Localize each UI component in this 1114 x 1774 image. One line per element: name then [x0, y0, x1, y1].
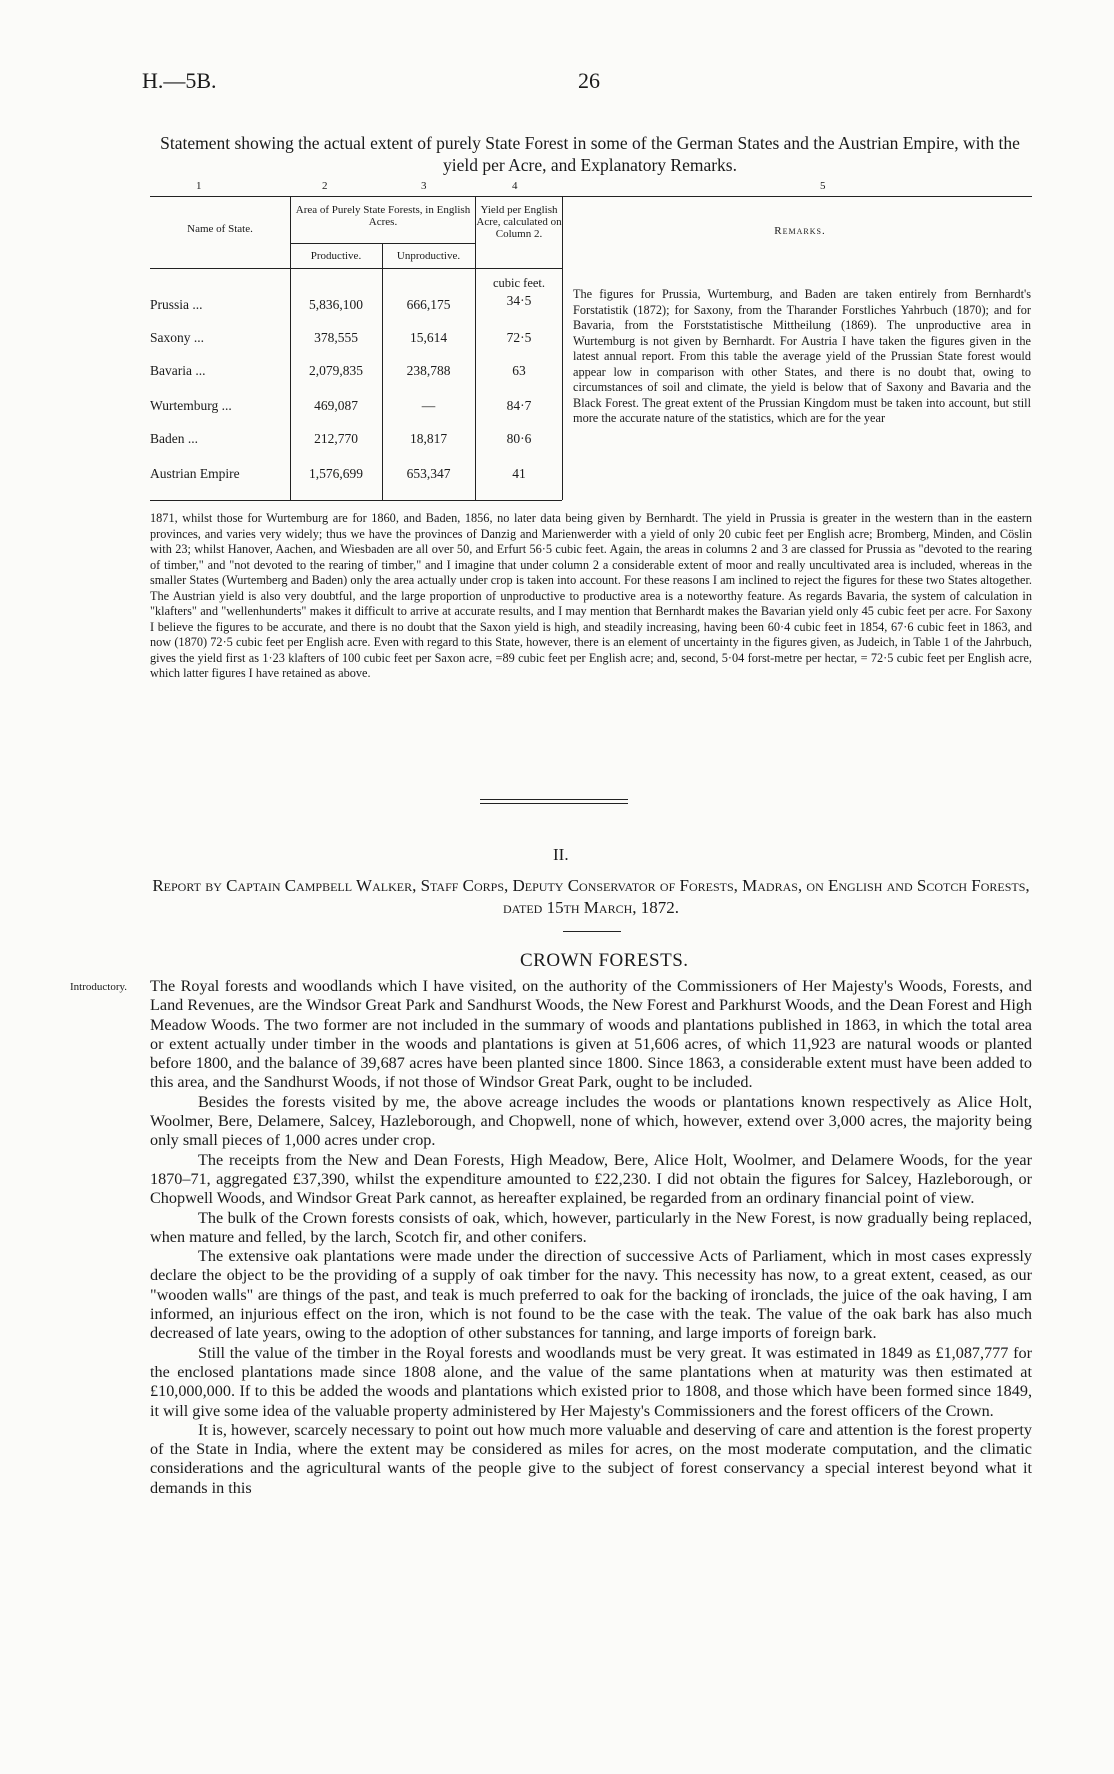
productive-value: 2,079,835: [309, 363, 363, 378]
paragraph: The Royal forests and woodlands which I have visited, on the authority of the Commissioners of Her Majesty's Woods, Forests, and Land Revenues, are the Windsor Great Park and Sandhurst Woods, the New Forest and Parkhurst Woods, and the Dean Forest and High Meadow Woods. The two former are not included in the summary of woods and plantations published in 1863, in which the total area or extent actually under timber in the woods and plantations is given at 51,606 acres, of which 11,923 are natural woods or planted before 1800, and the balance of 39,687 acres have been planted since 1800. Since 1863, a considerable extent must have been added to this area, and the Sandhurst Woods, if not those of Windsor Great Park, ought to be included.: [150, 977, 1032, 1092]
yield-value: 41: [512, 466, 526, 481]
yield-value: 34·5: [506, 293, 532, 308]
running-header: H.—5B.: [142, 68, 217, 93]
report-title: Report by Captain Campbell Walker, Staff Corps, Deputy Conservator of Forests, Madras, on English and Scotch Forests, dated 15th March, 1872.: [152, 876, 1030, 917]
statement-title: Statement showing the actual extent of purely State Forest in some of the German States and the Austrian Empire, with the yield per Acre, and Explanatory Remarks.: [160, 133, 1020, 175]
header-bottom-rule: [150, 268, 562, 269]
header-productive: Productive.: [310, 250, 362, 262]
unproductive-value: —: [421, 398, 436, 413]
header-area: Area of Purely State Forests, in English Acres.: [295, 204, 471, 228]
unproductive-value: 238,788: [406, 363, 451, 378]
state-name: Prussia ...: [150, 297, 203, 312]
paragraph: Besides the forests visited by me, the above acreage includes the woods or plantations known respectively as Alice Holt, Woolmer, Bere, Delamere, Salcey, Hazleborough, and Chopwell, none of which, however, extend over 3,000 acres, the majority being only small pieces of 1,000 acres under crop.: [150, 1092, 1032, 1150]
column-divider: [475, 196, 476, 500]
column-number-2: 2: [322, 180, 328, 192]
table-bottom-rule: [150, 500, 562, 501]
section-title: CROWN FORESTS.: [520, 950, 689, 971]
yield-value: 63: [512, 363, 526, 378]
unproductive-value: 15,614: [409, 330, 448, 345]
header-remarks: Remarks.: [774, 225, 826, 237]
unproductive-value: 653,347: [406, 466, 451, 481]
section-numeral: II.: [553, 845, 569, 864]
column-divider: [562, 196, 563, 500]
remarks-continued-text: 1871, whilst those for Wurtemburg are for 1860, and Baden, 1856, no later data being given by Bernhardt. The yield in Prussia is greater in the western than in the eastern provinces, and varies very widely; thus we have the provinces of Danzig and Marienwerder with a yield of only 20 cubic feet per English acre; Bromberg, Minden, and Cöslin with 23; whilst Hanover, Aachen, and Wiesbaden are all over 50, and Erfurt 56·5 cubic feet. Again, the areas in columns 2 and 3 are classed for Prussia as "devoted to the rearing of timber," and "not devoted to the rearing of timber," and I imagine that under column 2 a considerable extent of moor and really uncultivated area is included, whereas in the smaller States (Wurtemberg and Baden) only the area actually under crop is taken into account. For these reasons I am inclined to reject the figures for these two States altogether. The Austrian yield is also very doubtful, and the large proportion of unproductive to productive area is a noteworthy feature. As regards Bavaria, the system of calculation in "klafters" and "wellenhunderts" makes it difficult to arrive at accurate results, and I may mention that Bernhardt makes the Bavarian yield only 45 cubic feet per acre. For Saxony I believe the figures to be accurate, and there is no doubt that the Saxon yield is high, and steadily increasing, having been 60·4 cubic feet in 1854, 67·6 cubic feet in 1863, and now (1870) 72·5 cubic feet per English acre. Even with regard to this State, however, there is an element of uncertainty in the figures given, as Judeich, in Table 1 of the Jahrbuch, gives the yield first as 1·23 klafters of 100 cubic feet per Saxon acre, =89 cubic feet per English acre; and, second, 5·04 forst-metre per hectar, = 72·5 cubic feet per English acre, which latter figures I have retained as above.: [150, 511, 1032, 680]
header-unproductive: Unproductive.: [396, 250, 461, 262]
yield-value: 72·5: [506, 330, 532, 345]
remarks-text: The figures for Prussia, Wurtemburg, and Baden are taken entirely from Bernhardt's Forstatistik (1872); for Saxony, from the Tharander Forstliches Yahrbuch (1870); and for Bavaria, from the Forststatistische Mittheilung (1869). The unproductive area in Wurtemburg is not given by Bernhardt. For Austria I have taken the figures given in the latest annual report. From this table the average yield of the Prussian State forest would appear low in comparison with other States, and there is no doubt that, owing to circumstances of soil and climate, the yield is below that of Saxony and Bavaria and the Black Forest. The great extent of the Prussian Kingdom must be taken into account, but still more the accurate nature of the statistics, which are for the year: [573, 287, 1031, 425]
productive-value: 469,087: [314, 398, 358, 413]
productive-value: 5,836,100: [309, 297, 363, 312]
yield-unit: cubic feet.: [492, 276, 546, 290]
paragraph: Still the value of the timber in the Royal forests and woodlands must be very great. It was estimated in 1849 as £1,087,777 for the enclosed plantations made since 1808 alone, and the value of the same plantations when at maturity was then estimated at £10,000,000. If to this be added the woods and plantations which existed prior to 1808, and those which have been formed since 1849, it will give some idea of the valuable property administered by Her Majesty's Commissioners and the forest officers of the Crown.: [150, 1343, 1032, 1420]
table-top-rule: [150, 196, 1032, 197]
column-number-3: 3: [421, 180, 427, 192]
column-number-1: 1: [196, 180, 202, 192]
column-number-4: 4: [512, 180, 518, 192]
paragraph: It is, however, scarcely necessary to point out how much more valuable and deserving of care and attention is the forest property of the State in India, where the extent may be considered as miles for acres, on the most moderate computation, and the climatic considerations and the agricultural wants of the people give to the subject of forest conservancy a special interest beyond what it demands in this: [150, 1420, 1032, 1497]
unproductive-value: 18,817: [409, 431, 448, 446]
state-name: Baden ...: [150, 431, 198, 446]
unproductive-value: 666,175: [406, 297, 451, 312]
state-name: Austrian Empire: [150, 466, 240, 481]
yield-value: 80·6: [506, 431, 532, 446]
title-divider: [563, 931, 621, 932]
section-divider: [480, 799, 628, 800]
productive-value: 212,770: [314, 431, 358, 446]
paragraph: The bulk of the Crown forests consists of oak, which, however, particularly in the New Forest, is now gradually being replaced, when mature and felled, by the larch, Scotch fir, and other conifers.: [150, 1208, 1032, 1246]
header-name-of-state: Name of State.: [187, 223, 253, 235]
header-yield: Yield per English Acre, calculated on Column 2.: [476, 204, 562, 240]
productive-value: 378,555: [314, 330, 358, 345]
margin-note: Introductory.: [70, 981, 128, 993]
state-name: Saxony ...: [150, 330, 204, 345]
state-name: Bavaria ...: [150, 363, 206, 378]
state-name: Wurtemburg ...: [150, 398, 232, 413]
body-text: [150, 977, 1032, 1498]
page-number: 26: [578, 68, 600, 93]
productive-value: 1,576,699: [309, 466, 363, 481]
column-number-5: 5: [820, 180, 826, 192]
section-divider: [480, 803, 628, 804]
paragraph: The extensive oak plantations were made under the direction of successive Acts of Parliament, which in most cases expressly declare the object to be the providing of a supply of oak timber for the navy. This necessity has now, to a great extent, ceased, as our "wooden walls" are things of the past, and teak is much preferred to oak for the backing of ironclads, the juice of the oak having, I am informed, an injurious effect on the iron, which is not found to be the case with the teak. The value of the oak bark has also much decreased of late years, owing to the adoption of other substances for tanning, and large imports of foreign bark.: [150, 1247, 1032, 1343]
paragraph: The receipts from the New and Dean Forests, High Meadow, Bere, Alice Holt, Woolmer, and Delamere Woods, for the year 1870–71, aggregated £37,390, whilst the expenditure amounted to £22,230. I did not obtain the figures for Salcey, Hazleborough, or Chopwell Woods, and Windsor Great Park cannot, as hereafter explained, be regarded from an ordinary financial point of view.: [150, 1150, 1032, 1208]
column-divider: [290, 196, 291, 500]
yield-value: 84·7: [506, 398, 532, 413]
